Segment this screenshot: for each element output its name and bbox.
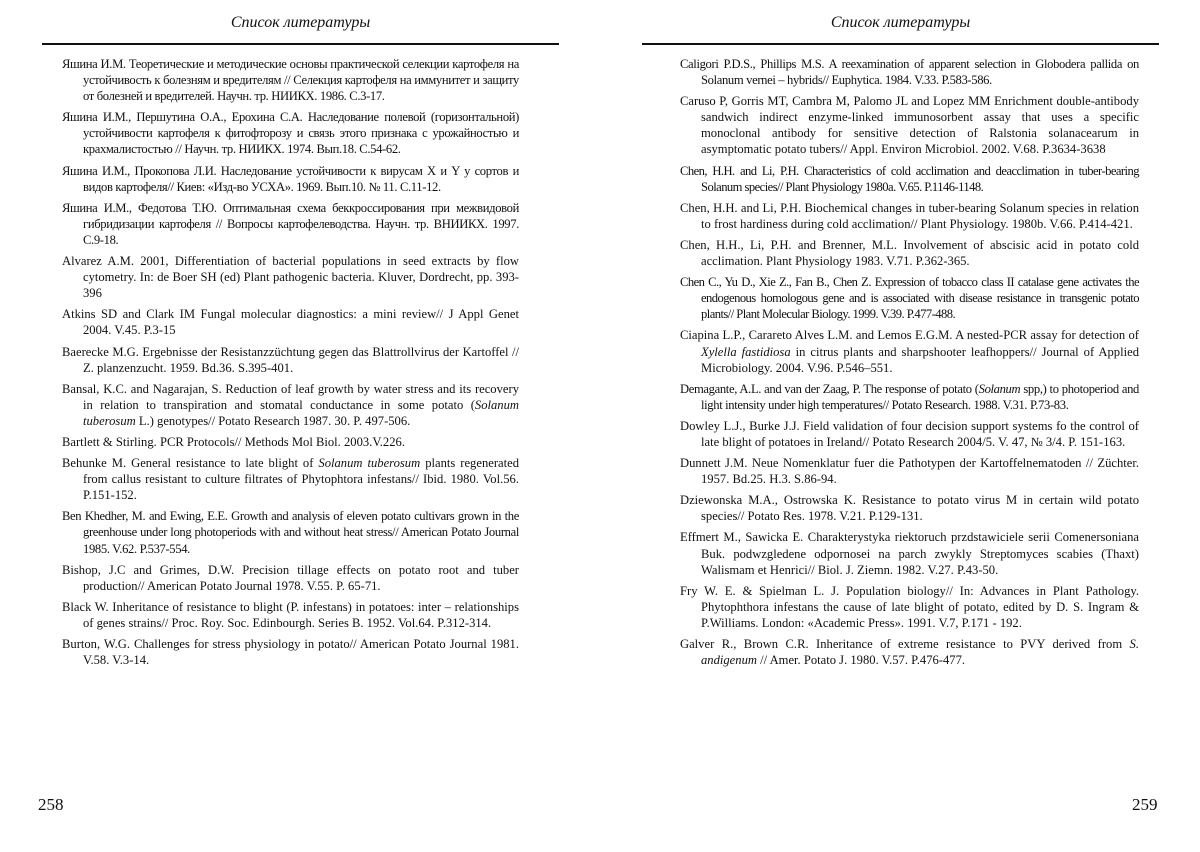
reference-entry: Fry W. E. & Spielman L. J. Population biology// In: Advances in Plant Pathology. Phytophthora infestans the cause of late blight of potato, edited by D. S. Ingram & P.Williams. London: «Academic Press». 1991. V.7, P.171 - 192. — [680, 583, 1139, 630]
reference-entry: Bishop, J.C and Grimes, D.W. Precision tillage effects on potato root and tuber production// American Potato Journal 1978. V.55. P. 65-71. — [62, 562, 519, 593]
right-page — [600, 0, 1200, 852]
reference-entry: Bansal, K.C. and Nagarajan, S. Reduction of leaf growth by water stress and its recovery in relation to transpiration and stomatal conductance in some potato (Solanum tuberosum L.) genotypes// Potato Research 1987. 30. P. 497-506. — [62, 381, 519, 428]
reference-entry: Bartlett & Stirling. PCR Protocols// Methods Mol Biol. 2003.V.226. — [62, 434, 405, 449]
reference-entry: Яшина И.М., Першутина О.А., Ерохина С.А. Наследование полевой (горизонтальной) устойчивости картофеля к фитофторозу и связь этого признака с урожайностью и крахмалистостью // Научн. тр. НИИКХ. 1974. Вып.18. С.54-62. — [62, 110, 519, 157]
reference-entry: Chen, H.H. and Li, P.H. Characteristics of cold acclimation and deacclimation in tuber-bearing Solanum species// Plant Physiology 1980a. V.65. P.1146-1148. — [680, 163, 1139, 194]
reference-entry: Caruso P, Gorris MT, Cambra M, Palomo JL and Lopez MM Enrichment double-antibody sandwich indirect enzyme-linked immunosorbent assay that uses a specific monoclonal antibody for sensitive detection of Ralstonia solanacearum in asymptomatic potato tubers// Appl. Environ Microbiol. 2002. V.68. P.3634-3638 — [680, 94, 1139, 157]
header-rule — [642, 43, 1159, 45]
page-number: 258 — [38, 795, 64, 814]
reference-entry: Chen C., Yu D., Xie Z., Fan B., Chen Z. Expression of tobacco class II catalase gene activates the endogenous homologous gene and is associated with disease resistance in transgenic potato plants// Plant Molecular Biology. 1999. V.39. P.477-488. — [680, 275, 1139, 322]
reference-entry: Ciapina L.P., Carareto Alves L.M. and Lemos E.G.M. A nested-PCR assay for detection of Xylella fastidiosa in citrus plants and sharpshooter leafhoppers// Journal of Applied Microbiology. 2004. V.96. P.546–551. — [680, 328, 1139, 375]
reference-entry: Яшина И.М., Прокопова Л.И. Наследование устойчивости к вирусам X и Y у сортов и видов картофеля// Киев: «Изд-во УСХА». 1969. Вып.10. № 11. С.11-12. — [62, 163, 519, 194]
reference-entry: Dunnett J.M. Neue Nomenklatur fuer die Pathotypen der Kartoffelnematoden // Züchter. 1957. Bd.25. H.3. S.86-94. — [680, 456, 1139, 487]
reference-entry: Dowley L.J., Burke J.J. Field validation of four decision support systems fo the control of late blight of potatoes in Ireland// Potato Research 2004/5. V. 47, № 3/4. P. 151-163. — [680, 418, 1139, 449]
reference-entry: Atkins SD and Clark IM Fungal molecular diagnostics: a mini review// J Appl Genet 2004. V.45. P.3-15 — [62, 307, 519, 338]
reference-entry: Dziewonska M.A., Ostrowska K. Resistance to potato virus M in certain wild potato species// Potato Res. 1978. V.21. P.129-131. — [680, 493, 1139, 524]
running-head: Список литературы — [230, 14, 371, 31]
reference-list — [680, 56, 1139, 673]
reference-entry: Ben Khedher, M. and Ewing, E.E. Growth and analysis of eleven potato cultivars grown in the greenhouse under long photoperiods with and without heat stress// American Potato Journal 1985. V.62. P.537-554. — [62, 509, 519, 556]
reference-list — [62, 56, 519, 673]
reference-entry: Chen, H.H., Li, P.H. and Brenner, M.L. Involvement of abscisic acid in potato cold acclimation. Plant Physiology 1983. V.71. P.362-365. — [680, 237, 1139, 269]
reference-entry: Galver R., Brown C.R. Inheritance of extreme resistance to PVY derived from S. andigenum // Amer. Potato J. 1980. V.57. P.476-477. — [680, 637, 1139, 668]
reference-entry: Caligori P.D.S., Phillips M.S. A reexamination of apparent selection in Globodera pallida on Solanum vernei – hybrids// Euphytica. 1984. V.33. P.583-586. — [680, 57, 1139, 88]
reference-entry: Demagante, A.L. and van der Zaag, P. The response of potato (Solanum spp,) to photoperiod and light intensity under high temperatures// Potato Research. 1988. V.31. P.73-83. — [680, 381, 1140, 412]
reference-entry: Яшина И.М. Теоретические и методические основы практической селекции картофеля на устойчивость к болезням и вредителям // Селекция картофеля на иммунитет и защиту от болезней и вредителей. Научн. тр. НИИКХ. 1986. С.3-17. — [62, 57, 519, 104]
header-rule — [42, 43, 559, 45]
reference-entry: Black W. Inheritance of resistance to blight (P. infestans) in potatoes: inter – relationships of genes strains// Proc. Roy. Soc. Edinbourgh. Series B. 1952. Vol.64. P.312-314. — [62, 599, 519, 630]
reference-entry: Burton, W.G. Challenges for stress physiology in potato// American Potato Journal 1981. V.58. V.3-14. — [62, 637, 519, 668]
reference-entry: Behunke M. General resistance to late blight of Solanum tuberosum plants regenerated from callus resistant to culture filtrates of Phytophtora infestans// Ibid. 1980. Vol.56. P.151-152. — [62, 456, 519, 503]
page-number: 259 — [1132, 795, 1158, 814]
reference-entry: Alvarez A.M. 2001, Differentiation of bacterial populations in seed extracts by flow cytometry. In: de Boer SH (ed) Plant pathogenic bacteria. Kluver, Dordrecht, pp. 393-396 — [62, 254, 519, 301]
reference-entry: Chen, H.H. and Li, P.H. Biochemical changes in tuber-bearing Solanum species in relation to frost hardiness during cold acclimation// Plant Physiology. 1980b. V.66. P.414-421. — [680, 200, 1139, 231]
reference-entry: Effmert M., Sawicka E. Charakterystyka riektoruch przdstawiciele serii Comenersoniana Buk. podwzgledene odpornosei na parch zwykly Streptomyces scabies (Thaxt) Walismam et Henrici// Biol. J. Ziemn. 1982. V.27. P.43-50. — [680, 530, 1139, 577]
reference-entry: Яшина И.М., Федотова Т.Ю. Оптимальная схема беккроссирования при межвидовой гибридизации картофеля // Вопросы картофелеводства. Научн. тр. ВНИИКХ. 1997. С.9-18. — [62, 200, 519, 247]
reference-entry: Baerecke M.G. Ergebnisse der Resistanzzüchtung gegen das Blattrollvirus der Kartoffel // Z. planzenzucht. 1959. Bd.36. S.395-401. — [62, 344, 519, 375]
running-head: Список литературы — [830, 14, 971, 31]
